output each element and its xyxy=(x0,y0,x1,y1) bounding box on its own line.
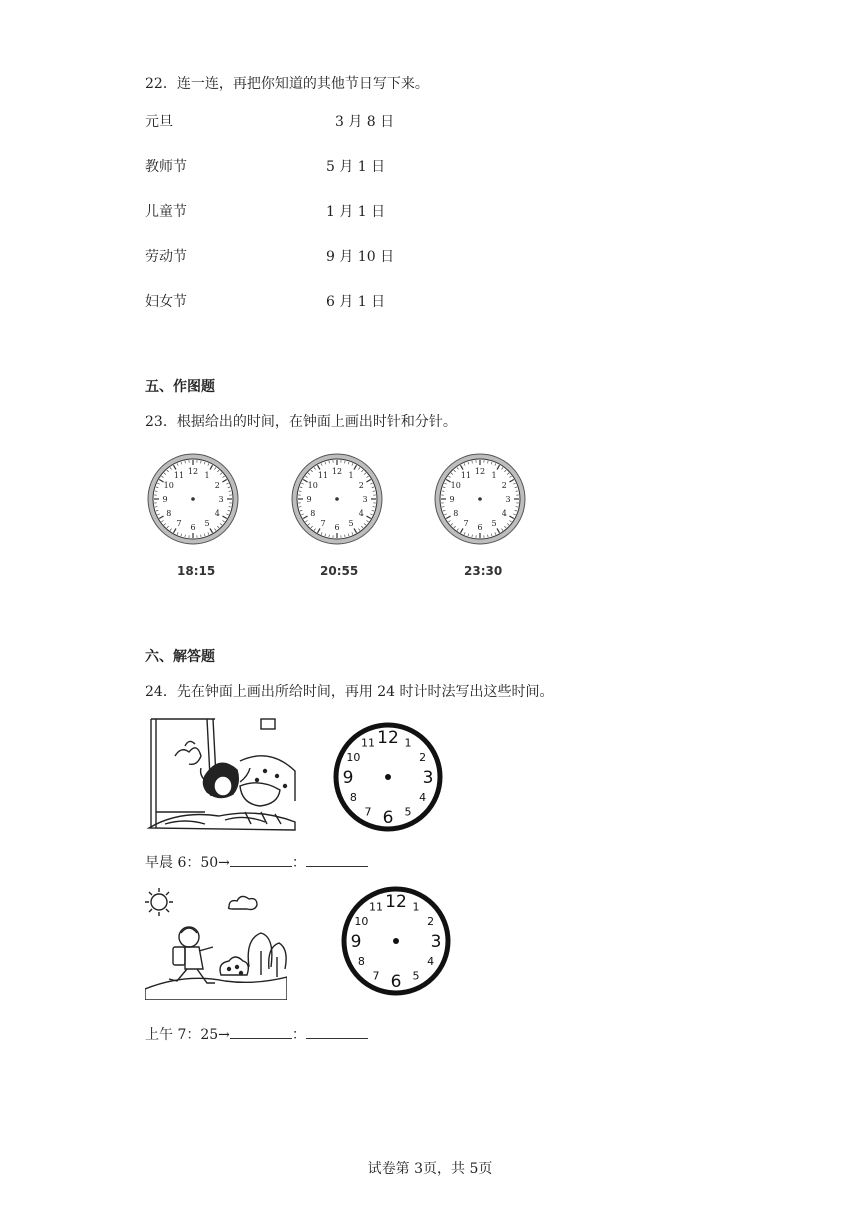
svg-text:10: 10 xyxy=(307,481,318,490)
svg-text:4: 4 xyxy=(214,509,220,518)
clock-face-icon xyxy=(432,451,528,547)
minute-blank[interactable] xyxy=(306,852,368,867)
clock-face[interactable] xyxy=(289,451,385,547)
svg-text:11: 11 xyxy=(317,470,329,480)
section-title: 五、作图题 xyxy=(145,379,215,395)
svg-text:2: 2 xyxy=(214,481,220,490)
date-label: 9 月 10 日 xyxy=(326,249,395,265)
clock-face-icon xyxy=(339,884,453,998)
svg-text:5: 5 xyxy=(204,519,210,529)
clock-time-label: 23:30 xyxy=(464,564,503,578)
svg-text:4: 4 xyxy=(501,509,507,518)
holiday-label: 妇女节 xyxy=(145,294,187,310)
svg-text:4: 4 xyxy=(419,791,427,804)
svg-text:9: 9 xyxy=(449,495,455,504)
svg-text:2: 2 xyxy=(419,751,427,764)
date-label: 3 月 8 日 xyxy=(335,114,395,130)
svg-text:7: 7 xyxy=(372,969,380,983)
given-time: 上午 7：25→ xyxy=(145,1027,230,1043)
walk-to-school-illustration xyxy=(145,885,287,1000)
clock-time-label: 18:15 xyxy=(177,564,216,578)
svg-text:6: 6 xyxy=(390,972,402,992)
svg-text:8: 8 xyxy=(166,509,172,518)
svg-text:5: 5 xyxy=(491,519,497,529)
svg-text:11: 11 xyxy=(460,470,472,480)
q23-prompt: 23．根据给出的时间，在钟面上画出时针和分针。 xyxy=(145,414,457,430)
child-walking-icon xyxy=(145,885,287,1000)
svg-text:5: 5 xyxy=(404,805,412,819)
svg-text:6: 6 xyxy=(477,523,483,532)
child-in-bed-icon xyxy=(145,716,300,834)
svg-text:7: 7 xyxy=(176,519,182,529)
svg-text:3: 3 xyxy=(362,495,368,504)
svg-text:5: 5 xyxy=(348,519,354,529)
svg-text:8: 8 xyxy=(310,509,316,518)
svg-text:12: 12 xyxy=(385,892,407,912)
answer-clock[interactable] xyxy=(339,884,453,998)
wake-up-illustration xyxy=(145,716,300,834)
svg-text:6: 6 xyxy=(190,523,196,532)
svg-text:8: 8 xyxy=(349,791,357,804)
holiday-label: 教师节 xyxy=(145,159,187,175)
hour-blank[interactable] xyxy=(230,1024,292,1039)
svg-text:8: 8 xyxy=(453,509,459,518)
svg-text:11: 11 xyxy=(173,470,185,480)
svg-text:3: 3 xyxy=(218,495,224,504)
svg-text:4: 4 xyxy=(358,509,364,518)
svg-text:12: 12 xyxy=(377,728,399,748)
clock-face-icon xyxy=(289,451,385,547)
svg-text:9: 9 xyxy=(162,495,168,504)
svg-text:6: 6 xyxy=(382,808,394,828)
given-time: 早晨 6：50→ xyxy=(145,855,230,871)
svg-text:12: 12 xyxy=(474,467,486,476)
svg-text:9: 9 xyxy=(350,932,362,952)
svg-text:11: 11 xyxy=(369,900,383,914)
clock-time-label: 20:55 xyxy=(320,564,359,578)
holiday-label: 劳动节 xyxy=(145,249,187,265)
answer-line xyxy=(145,1024,368,1044)
q22-prompt: 22．连一连，再把你知道的其他节日写下来。 xyxy=(145,76,429,92)
date-label: 1 月 1 日 xyxy=(326,204,386,220)
answer-clock[interactable] xyxy=(331,720,445,834)
svg-text:12: 12 xyxy=(187,467,199,476)
colon: ： xyxy=(291,855,306,871)
svg-text:5: 5 xyxy=(412,969,420,983)
clock-face-icon xyxy=(145,451,241,547)
answer-line xyxy=(145,852,368,872)
date-label: 6 月 1 日 xyxy=(326,294,386,310)
svg-text:8: 8 xyxy=(357,955,365,968)
svg-text:3: 3 xyxy=(430,932,442,952)
svg-text:10: 10 xyxy=(346,751,361,764)
svg-text:1: 1 xyxy=(412,900,420,914)
q24-prompt: 24．先在钟面上画出所给时间，再用 24 时计时法写出这些时间。 xyxy=(145,684,554,700)
svg-text:10: 10 xyxy=(450,481,461,490)
hour-blank[interactable] xyxy=(230,852,292,867)
svg-text:7: 7 xyxy=(463,519,469,529)
svg-text:7: 7 xyxy=(364,805,372,819)
svg-text:2: 2 xyxy=(427,915,435,928)
clock-face[interactable] xyxy=(145,451,241,547)
svg-text:9: 9 xyxy=(342,768,354,788)
svg-text:10: 10 xyxy=(354,915,369,928)
minute-blank[interactable] xyxy=(306,1024,368,1039)
svg-text:1: 1 xyxy=(204,470,210,480)
page-footer: 试卷第 3页，共 5页 xyxy=(367,1161,493,1177)
svg-text:3: 3 xyxy=(422,768,434,788)
svg-text:6: 6 xyxy=(334,523,340,532)
date-label: 5 月 1 日 xyxy=(326,159,386,175)
colon: ： xyxy=(291,1027,306,1043)
svg-text:2: 2 xyxy=(501,481,507,490)
svg-text:1: 1 xyxy=(491,470,497,480)
svg-text:4: 4 xyxy=(427,955,435,968)
holiday-label: 儿童节 xyxy=(145,204,187,220)
svg-text:1: 1 xyxy=(348,470,354,480)
svg-text:12: 12 xyxy=(331,467,343,476)
svg-text:11: 11 xyxy=(361,736,375,750)
clock-face[interactable] xyxy=(432,451,528,547)
svg-text:9: 9 xyxy=(306,495,312,504)
svg-text:3: 3 xyxy=(505,495,511,504)
holiday-label: 元旦 xyxy=(145,114,173,130)
svg-text:10: 10 xyxy=(163,481,174,490)
svg-text:7: 7 xyxy=(320,519,326,529)
svg-text:1: 1 xyxy=(404,736,412,750)
clock-face-icon xyxy=(331,720,445,834)
svg-text:2: 2 xyxy=(358,481,364,490)
section-title: 六、解答题 xyxy=(145,649,215,665)
